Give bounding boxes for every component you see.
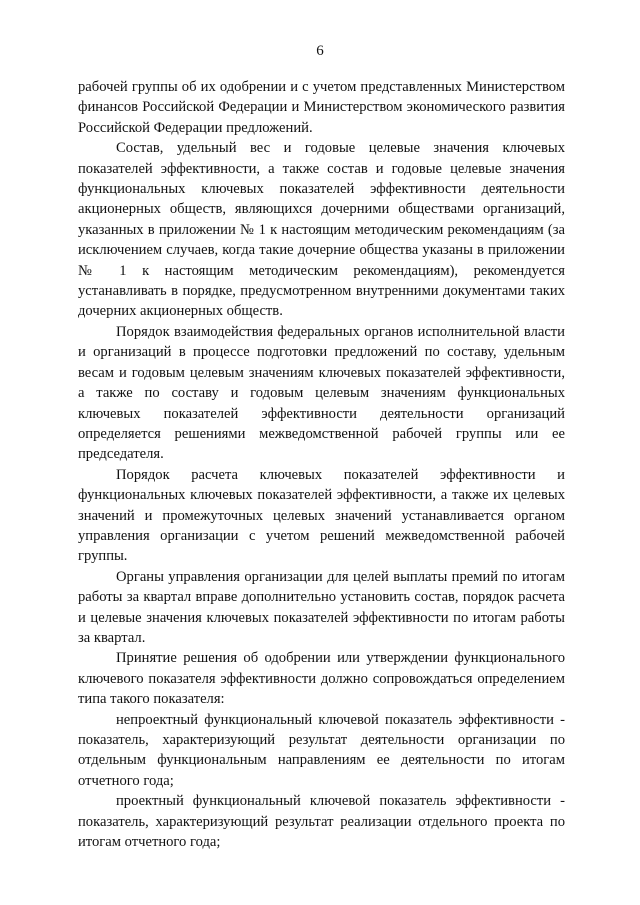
paragraph-nonproject-kpi: непроектный функциональный ключевой показатель эффективности - показатель, характеризующий результат деятельности организации по отдельным функциональным направлениям ее деятельности по итогам отчетного года; (78, 711, 565, 789)
paragraph-project-kpi: проектный функциональный ключевой показатель эффективности - показатель, характеризующий результат реализации отдельного проекта по итогам отчетного года; (78, 793, 565, 851)
document-body (78, 77, 565, 852)
paragraph-continuation: рабочей группы об их одобрении и с учетом представленных Министерством финансов Российской Федерации и Министерством экономического развития Российской Федерации предложений. (78, 79, 565, 136)
page-number: 6 (316, 43, 324, 59)
paragraph-kpi-subsidiaries: Состав, удельный вес и годовые целевые значения ключевых показателей эффективности, а также состав и годовые целевые значения функциональных ключевых показателей эффективности деятельности акционерных обществ, являющихся дочерними обществами организаций, указанных в приложении № 1 к настоящим методическим рекомендациям (за исключением случаев, когда такие дочерние общества указаны в приложении № 1 к настоящим методическим рекомендациям), рекомендуется устанавливать в порядке, предусмотренном внутренними документами таких дочерних акционерных обществ. (78, 140, 565, 320)
paragraph-calculation-procedure: Порядок расчета ключевых показателей эффективности и функциональных ключевых показателей эффективности, а также их целевых значений и промежуточных целевых значений устанавливается органом управления организации с учетом решений межведомственной рабочей группы. (78, 466, 565, 565)
paragraph-approval-decision: Принятие решения об одобрении или утверждении функционального ключевого показателя эффективности должно сопровождаться определением типа такого показателя: (78, 650, 565, 708)
paragraph-quarterly-bonuses: Органы управления организации для целей выплаты премий по итогам работы за квартал вправе дополнительно установить состав, порядок расчета и целевые значения ключевых показателей эффективности по итогам работы за квартал. (78, 568, 565, 646)
paragraph-interaction-procedure: Порядок взаимодействия федеральных органов исполнительной власти и организаций в процессе подготовки предложений по составу, удельным весам и годовым целевым значениям ключевых показателей эффективности, а также по составу и годовым целевым значениям функциональных ключевых показателей эффективности деятельности организаций определяется решениями межведомственной рабочей группы или ее председателя. (78, 323, 565, 463)
